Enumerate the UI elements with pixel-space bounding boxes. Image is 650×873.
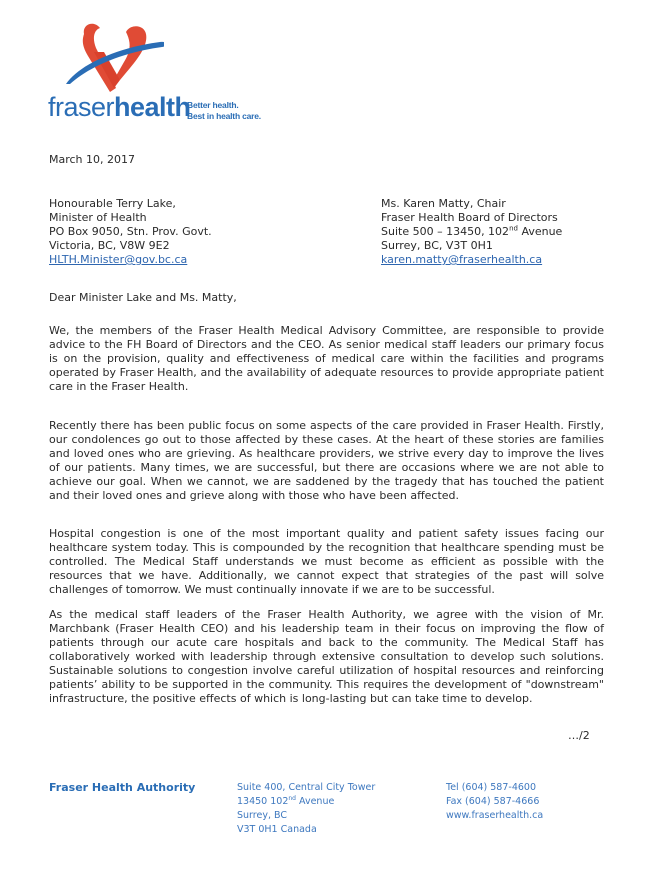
footer-address-line: Surrey, BC <box>237 810 287 821</box>
footer-phone: Tel (604) 587-4600 <box>446 782 536 793</box>
footer-address <box>237 781 375 837</box>
footer-contact <box>446 781 543 823</box>
footer-fax: Fax (604) 587-4666 <box>446 796 540 807</box>
address-text: 13450 102 <box>237 796 289 807</box>
address-line: Ms. Karen Matty, Chair <box>381 197 506 210</box>
address-line: Honourable Terry Lake, <box>49 197 176 210</box>
recipient-address-right <box>381 197 562 267</box>
body-paragraph: We, the members of the Fraser Health Medical Advisory Committee, are responsible to provide advice to the FH Board of Directors and the CEO. As senior medical staff leaders our primary focus is on the provision, quality and effectiveness of medical care within the facilities and programs operated by Fraser Health, and the availability of adequate resources to provide appropriate patient care in the Fraser Health. <box>49 324 604 393</box>
footer-address-line <box>237 795 375 809</box>
recipient-address-left <box>49 197 212 267</box>
salutation: Dear Minister Lake and Ms. Matty, <box>49 291 237 304</box>
address-line: Minister of Health <box>49 211 147 224</box>
footer-organization: Fraser Health Authority <box>49 781 196 794</box>
address-line: Fraser Health Board of Directors <box>381 211 558 224</box>
wordmark-bold: health <box>114 92 191 122</box>
wordmark-light: fraser <box>48 92 115 122</box>
body-paragraph: As the medical staff leaders of the Fraser Health Authority, we agree with the vision of Mr. Marchbank (Fraser Health CEO) and his leadership team in their focus on improving the flow of patients through our acute care hospitals and back to the community. The Medical Staff has collaboratively worked with leadership through extensive consultation to develop such solutions. Sustainable solutions to congestion involve careful utilization of hospital resources and reinforcing patients’ ability to be supported in the community. This requires the development of "downstream" infrastructure, the positive effects of which is long-lasting but can take time to develop. <box>49 608 604 705</box>
recipient-email-link[interactable]: karen.matty@fraserhealth.ca <box>381 253 543 266</box>
address-text: Suite 500 – 13450, 102 <box>381 225 510 238</box>
page-continuation: …/2 <box>568 729 590 742</box>
tagline-line: Best in health care. <box>187 110 261 121</box>
address-text: Avenue <box>296 796 335 807</box>
letterhead-logo <box>44 20 274 130</box>
address-text: Avenue <box>517 225 563 238</box>
heart-swoosh-icon <box>64 22 164 97</box>
address-line: PO Box 9050, Stn. Prov. Govt. <box>49 225 212 238</box>
address-line: Victoria, BC, V8W 9E2 <box>49 239 170 252</box>
recipient-email-link[interactable]: HLTH.Minister@gov.bc.ca <box>49 253 188 266</box>
footer-website-link[interactable]: www.fraserhealth.ca <box>446 810 544 821</box>
address-line: Surrey, BC, V3T 0H1 <box>381 239 493 252</box>
footer-address-line: Suite 400, Central City Tower <box>237 782 376 793</box>
body-paragraph: Recently there has been public focus on some aspects of the care provided in Fraser Health. Firstly, our condolences go out to those affected by these cases. At the heart of these stories are families and loved ones who are grieving. As healthcare providers, we strive every day to improve the lives of our patients. Many times, we are successful, but there are occasions where we are not able to achieve our goal. When we cannot, we are saddened by the tragedy that has touched the patient and their loved ones and grieve along with those who have been affected. <box>49 419 604 502</box>
ordinal-suffix: nd <box>288 794 296 802</box>
tagline-line: Better health. <box>187 100 239 110</box>
tagline <box>187 100 261 121</box>
body-paragraph: Hospital congestion is one of the most important quality and patient safety issues facing our healthcare system today. This is compounded by the recognition that healthcare spending must be controlled. The Medical Staff understands we must become as efficient as possible with the resources that we have. Additionally, we cannot expect that strategies of the past will solve challenges of tomorrow. We must continually innovate if we are to be successful. <box>49 527 604 596</box>
footer-address-line: V3T 0H1 Canada <box>237 824 317 835</box>
address-line <box>381 225 562 239</box>
ordinal-suffix: nd <box>509 224 518 233</box>
letter-date: March 10, 2017 <box>49 153 136 166</box>
fraserhealth-wordmark <box>48 94 191 121</box>
